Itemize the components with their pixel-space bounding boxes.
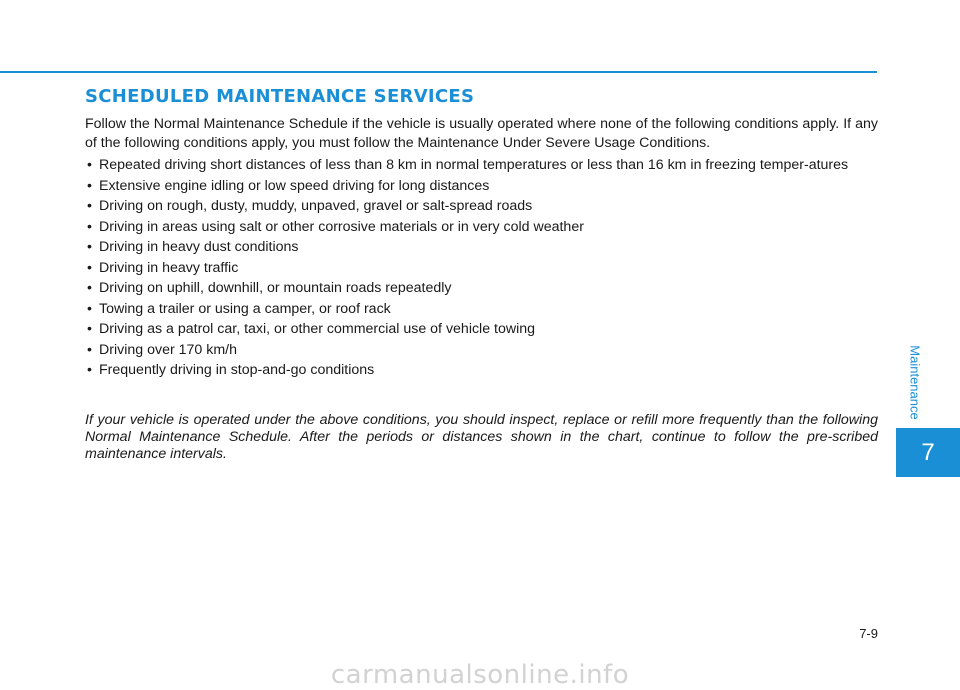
- page-number: 7-9: [859, 626, 878, 641]
- list-item: • Driving in heavy traffic: [85, 259, 878, 277]
- list-item: • Repeated driving short distances of less than 8 km in normal temperatures or less than 16 km in freezing temper-atures: [85, 156, 878, 174]
- list-item: • Driving on uphill, downhill, or mountain roads repeatedly: [85, 279, 878, 297]
- chapter-tab: [896, 428, 960, 477]
- list-item: • Driving on rough, dusty, muddy, unpaved, gravel or salt-spread roads: [85, 197, 878, 215]
- list-item: • Driving over 170 km/h: [85, 341, 878, 359]
- chapter-number: 7: [921, 438, 935, 466]
- list-item: • Extensive engine idling or low speed driving for long distances: [85, 177, 878, 195]
- watermark: carmanualsonline.info: [330, 659, 630, 690]
- list-item: • Driving in areas using salt or other corrosive materials or in very cold weather: [85, 218, 878, 236]
- section-title: SCHEDULED MAINTENANCE SERVICES: [85, 86, 475, 107]
- list-item: • Frequently driving in stop-and-go conditions: [85, 361, 878, 379]
- list-item: • Driving in heavy dust conditions: [85, 238, 878, 256]
- chapter-side-label: [904, 341, 926, 423]
- header-rule: [0, 71, 877, 73]
- intro-paragraph: Follow the Normal Maintenance Schedule if the vehicle is usually operated where none of the following conditions apply. If any of the following conditions apply, you must follow the Maintenance Under Severe Usage Conditions.: [85, 116, 878, 151]
- list-item: • Towing a trailer or using a camper, or roof rack: [85, 300, 878, 318]
- chapter-label-text: Maintenance: [907, 344, 923, 420]
- maintenance-note: If your vehicle is operated under the above conditions, you should inspect, replace or refill more frequently than the following Normal Maintenance Schedule. After the periods or distances shown in the chart, continue to follow the pre-scribed maintenance intervals.: [85, 412, 878, 462]
- list-item: • Driving as a patrol car, taxi, or other commercial use of vehicle towing: [85, 320, 878, 338]
- severe-conditions-list: [85, 156, 878, 382]
